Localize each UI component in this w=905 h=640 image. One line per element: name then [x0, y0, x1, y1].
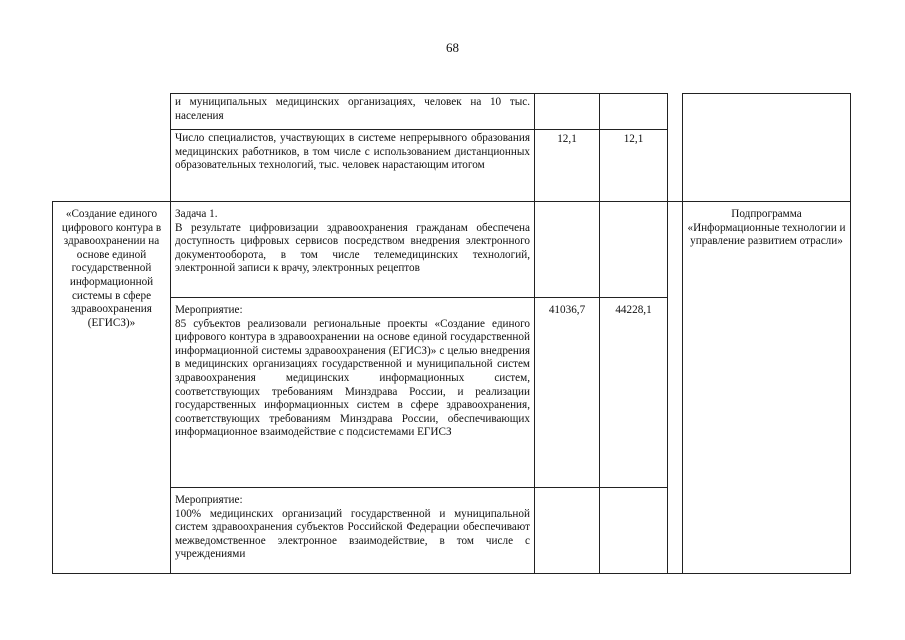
- activity-cell: [171, 488, 535, 574]
- task-text: В результате цифровизации здравоохранения гражданам обеспечена доступность цифровых сервисов посредством внедрения электронного документооборота, в том числе телемедицинских технологий, электронной записи к врачу, электронных рецептов: [175, 221, 530, 275]
- direction-text: «Создание единого цифрового контура в здравоохранении на основе единой государственной информационной системы в сфере здравоохранения (ЕГИСЗ)»: [61, 208, 162, 329]
- value2: 44228,1: [615, 304, 652, 316]
- value1: 12,1: [557, 133, 577, 145]
- direction-cell: [53, 94, 171, 130]
- activity-title: Мероприятие:: [175, 494, 243, 506]
- spacer-cell: [668, 202, 683, 574]
- activity-title: Мероприятие:: [175, 304, 243, 316]
- indicator-text: Число специалистов, участвующих в системе непрерывного образования медицинских работников, в том числе с использованием дистанционных образовательных технологий, тыс. человек нарастающим итогом: [175, 132, 530, 172]
- direction-cell: [53, 130, 171, 202]
- task-title: Задача 1.: [175, 208, 218, 220]
- indicator-text: и муниципальных медицинских организациях, человек на 10 тыс. населения: [175, 96, 530, 122]
- spacer-cell: [668, 130, 683, 202]
- program-table: [52, 93, 851, 574]
- program-cell: [683, 202, 851, 574]
- page-number: 68: [446, 40, 459, 55]
- value1-cell: [535, 94, 600, 130]
- value1-cell: [535, 130, 600, 202]
- value2: 12,1: [623, 133, 644, 145]
- value2-cell: [600, 298, 668, 488]
- value1-cell: [535, 298, 600, 488]
- value1: 41036,7: [548, 304, 586, 316]
- indicator-cell: [171, 130, 535, 202]
- indicator-cell: [171, 94, 535, 130]
- value2-cell: [600, 130, 668, 202]
- value2-cell: [600, 202, 668, 298]
- program-text: Подпрограмма «Информационные технологии и управление развитием отрасли»: [687, 208, 846, 248]
- direction-cell: [53, 202, 171, 574]
- table-row: [53, 202, 851, 298]
- activity-text: 100% медицинских организаций государственной и муниципальной систем здравоохранения субъектов Российской Федерации обеспечивают межведомственное электронное взаимодействие, в том числе с учреждениями: [175, 507, 530, 561]
- value1-cell: [535, 488, 600, 574]
- value2-cell: [600, 94, 668, 130]
- value1-cell: [535, 202, 600, 298]
- value2-cell: [600, 488, 668, 574]
- activity-text: 85 субъектов реализовали региональные проекты «Создание единого цифрового контура в здравоохранении на основе единой государственной информационной системы здравоохранения (ЕГИСЗ)» с целью внедрения в медицинских организациях государственной и муниципальной систем здравоохранения медицинских информационных систем, соответствующих требованиям Минздрава России, и реализации государственных информационных систем в сфере здравоохранения, соответствующих требованиям Минздрава России, обеспечивающих информационное взаимодействие с подсистемами ЕГИСЗ: [175, 317, 530, 439]
- table-row: [53, 94, 851, 130]
- program-cell: [683, 94, 851, 202]
- task-cell: [171, 202, 535, 298]
- spacer-cell: [668, 94, 683, 130]
- activity-cell: [171, 298, 535, 488]
